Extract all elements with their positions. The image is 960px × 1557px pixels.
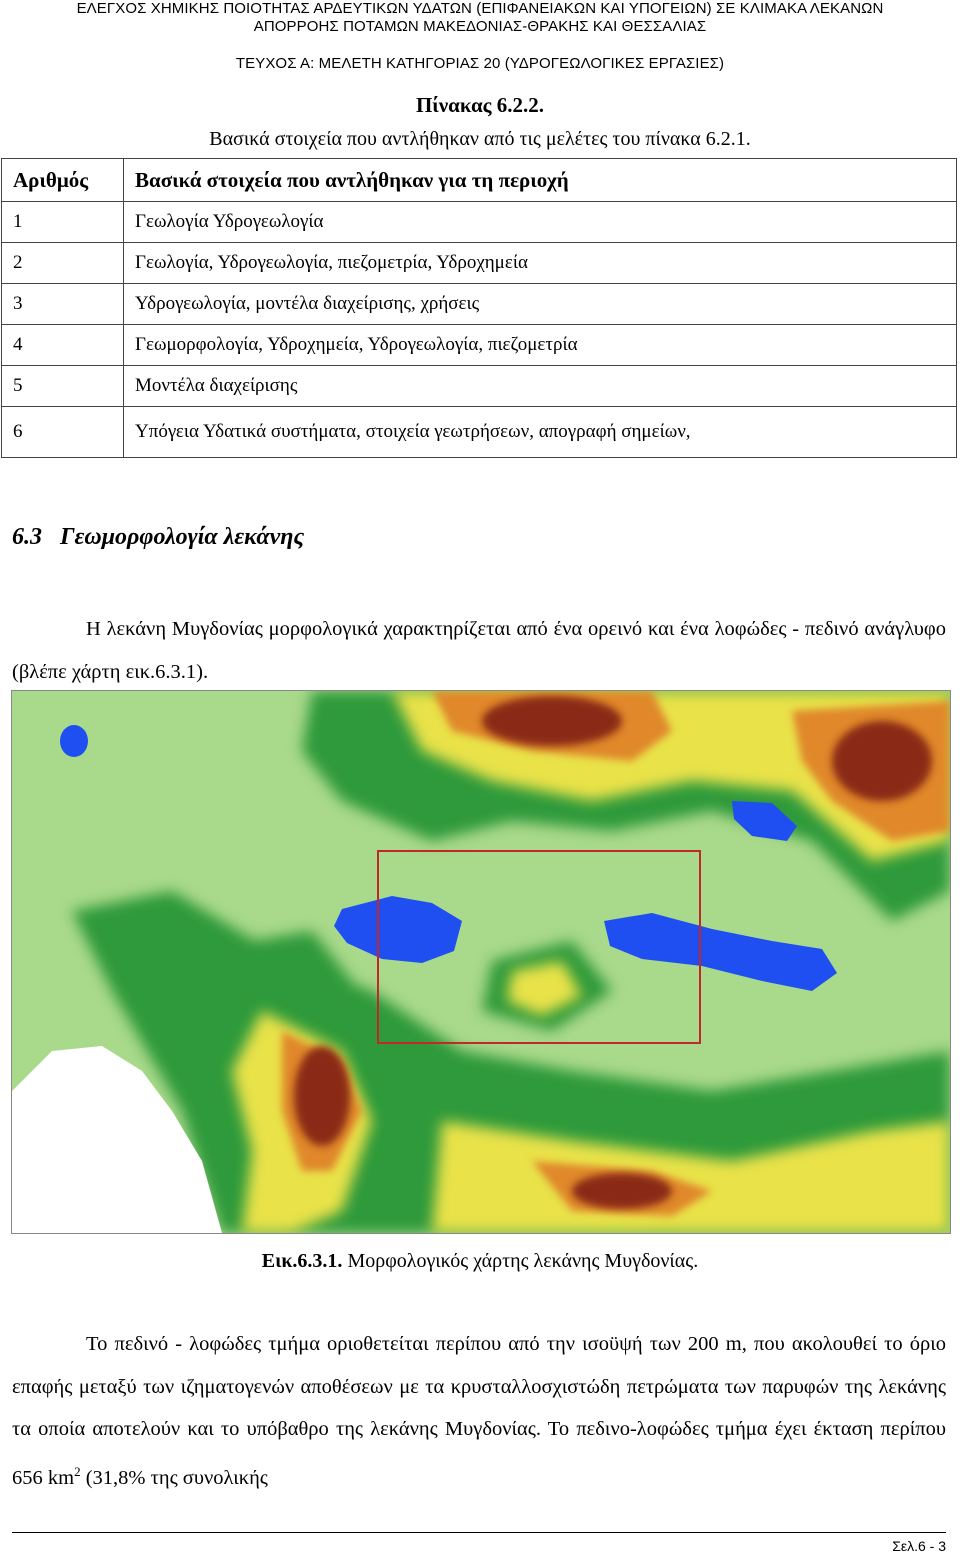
map-peak-south: [572, 1173, 672, 1209]
map-peak-north: [482, 696, 622, 746]
table-cell: 2: [2, 243, 124, 284]
column-header-number: Αριθμός: [2, 159, 124, 202]
figure-caption: [0, 1250, 960, 1273]
morphology-map-image: [12, 691, 950, 1233]
map-peak-northeast: [832, 721, 932, 801]
table-cell: Γεωμορφολογία, Υδροχημεία, Υδρογεωλογία, πιεζομετρία: [124, 325, 957, 366]
superscript-exponent: 2: [74, 1463, 81, 1479]
running-header-line-2: ΑΠΟΡΡΟΗΣ ΠΟΤΑΜΩΝ ΜΑΚΕΔΟΝΙΑΣ-ΘΡΑΚΗΣ ΚΑΙ ΘΕΣΣΑΛΙΑΣ: [253, 18, 707, 35]
intro-paragraph-text: Η λεκάνη Μυγδονίας μορφολογικά χαρακτηρίζεται από ένα ορεινό και ένα λοφώδες - πεδινό ανάγλυφο (βλέπε χάρτη εικ.6.3.1).: [12, 618, 946, 683]
table-cell: 6: [2, 407, 124, 458]
body-paragraph: [12, 1323, 946, 1499]
intro-paragraph: [12, 608, 946, 694]
table-cell: Γεωλογία Υδρογεωλογία: [124, 202, 957, 243]
table-cell: 3: [2, 284, 124, 325]
body-paragraph-tail: (31,8% της συνολικής: [80, 1466, 268, 1489]
table-cell: Υπόγεια Υδατικά συστήματα, στοιχεία γεωτρήσεων, απογραφή σημείων,: [124, 407, 957, 458]
table-caption-title: Πίνακας 6.2.2.: [415, 93, 545, 117]
section-heading: 6.3 Γεωμορφολογία λεκάνης: [12, 524, 305, 550]
map-lake-northwest: [60, 725, 88, 757]
morphology-map: [11, 690, 951, 1234]
table-cell: Γεωλογία, Υδρογεωλογία, πιεζομετρία, Υδροχημεία: [124, 243, 957, 284]
map-peak-southwest: [294, 1046, 350, 1146]
table-cell: Υδρογεωλογία, μοντέλα διαχείρισης, χρήσεις: [124, 284, 957, 325]
table-cell: 1: [2, 202, 124, 243]
page-number: Σελ.6 - 3: [892, 1538, 946, 1554]
table-row: [2, 202, 957, 243]
table-caption-subtitle: Βασικά στοιχεία που αντλήθηκαν από τις μελέτες του πίνακα 6.2.1.: [209, 128, 751, 150]
body-paragraph-text: Το πεδινό - λοφώδες τμήμα οριοθετείται περίπου από την ισοϋψή των 200 m, που ακολουθεί το όριο επαφής μεταξύ των ιζηματογενών αποθέσεων με τα κρυσταλλοσχιστώδη πετρώματα των παρυφών της λεκάνης τα οποία αποτελούν και το υπόβαθρο της λεκάνης Μυγδονίας. Το πεδινο-λοφώδες τμήμα έχει έκταση περίπου 656 km: [12, 1333, 946, 1489]
table-row: [2, 325, 957, 366]
running-header-line-3: ΤΕΥΧΟΣ Α: ΜΕΛΕΤΗ ΚΑΤΗΓΟΡΙΑΣ 20 (ΥΔΡΟΓΕΩΛΟΓΙΚΕΣ ΕΡΓΑΣΙΕΣ): [235, 55, 725, 72]
table-cell: 4: [2, 325, 124, 366]
table-row: [2, 366, 957, 407]
running-header-line-1: ΕΛΕΓΧΟΣ ΧΗΜΙΚΗΣ ΠΟΙΟΤΗΤΑΣ ΑΡΔΕΥΤΙΚΩΝ ΥΔΑΤΩΝ (ΕΠΙΦΑΝΕΙΑΚΩΝ ΚΑΙ ΥΠΟΓΕΙΩΝ) ΣΕ ΚΛΙΜΑΚΑ ΛΕΚΑΝΩΝ: [76, 0, 884, 17]
table-row: [2, 243, 957, 284]
table-row: [2, 284, 957, 325]
data-table: [1, 158, 957, 458]
table-cell: Μοντέλα διαχείρισης: [124, 366, 957, 407]
column-header-elements: Βασικά στοιχεία που αντλήθηκαν για τη περιοχή: [124, 159, 957, 202]
table-cell: 5: [2, 366, 124, 407]
figure-caption-text: Μορφολογικός χάρτης λεκάνης Μυγδονίας.: [342, 1250, 699, 1272]
table-row: [2, 407, 957, 458]
footer-rule: [12, 1532, 946, 1533]
table-header-row: [2, 159, 957, 202]
figure-caption-label: Εικ.6.3.1.: [261, 1250, 343, 1272]
